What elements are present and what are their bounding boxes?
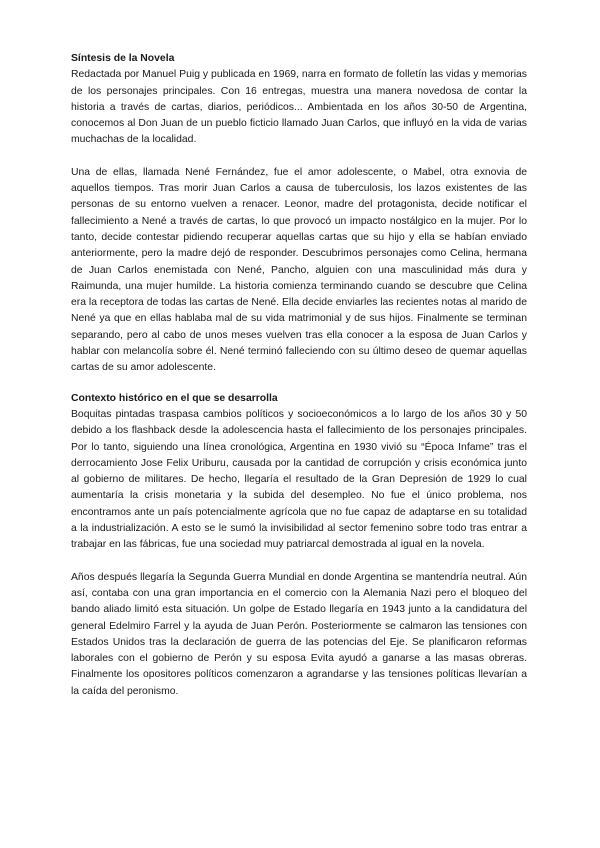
- context-paragraph-1: Boquitas pintadas traspasa cambios políticos y socioeconómicos a lo largo de los años 30 y 50 debido a los flashback desde la adolescencia hasta el fallecimiento de los personajes principales. Por lo tanto, siguiendo una línea cronológica, Argentina en 1930 vivió su “Época Infame” tras el derrocamiento Jose Felix Uriburu, causada por la cantidad de corrupción y crisis económica junto al gobierno de militares. De hecho, llegaría el resultado de la Gran Depresión de 1929 lo cual aumentaría la crisis monetaria y la subida del desempleo. No fue el único problema, nos encontramos ante un país potencialmente agrícola que no fue capaz de adaptarse en su totalidad a la industrialización. A esto se le sumó la invisibilidad al sector femenino sobre todo tras entrar a trabajar en las fábricas, fue una sociedad muy patriarcal demostrada al igual en la novela.: [71, 408, 527, 551]
- paragraph-spacer: [71, 149, 527, 165]
- section-heading-synopsis: Síntesis de la Novela: [71, 53, 175, 64]
- context-paragraph-2: Años después llegaría la Segunda Guerra Mundial en donde Argentina se mantendría neutral. Aún así, contaba con una gran importancia en el comercio con la Alemania Nazi pero el bloqueo del bando aliado limitó esta situación. Un golpe de Estado llegaría en 1943 junto a la candidatura del general Edelmiro Farrel y la ayuda de Juan Perón. Posteriormente se calmaron las tensiones con Estados Unidos tras la declaración de guerra de las potencias del Eje. Se planificaron reformas laborales con el gobierno de Perón y su esposa Evita ayudó a ganarse a las masas obreras. Finalmente los opositores políticos comenzaron a agrandarse y las tensiones políticas llevarían a la caída del peronismo.: [71, 571, 527, 697]
- synopsis-paragraph-2: Una de ellas, llamada Nené Fernández, fue el amor adolescente, o Mabel, otra exnovia de aquellos tiempos. Tras morir Juan Carlos a causa de tuberculosis, los lazos existentes de las personas de su entorno vuelven a renacer. Leonor, madre del protagonista, decide notificar el fallecimiento a Nené a través de cartas, lo que provocó un impacto nostálgico en la mujer. Por lo tanto, decide contestar pidiendo recuperar aquellas cartas que su hijo y ella se habían enviado anteriormente, pero la madre dejó de responder. Descubrimos personajes como Celina, hermana de Juan Carlos enemistada con Nené, Pancho, alguien con una masculinidad más dura y Raimunda, una mujer humilde. La historia comienza terminando cuando se descubre que Celina era la receptora de todas las cartas de Nené. Ella decide enviarles las recientes notas al marido de Nené ya que en ellas hablaba mal de su vida matrimonial y de sus hijos. Finalmente se terminan separando, pero al cabo de unos meses vuelven tras ella conocer a la esposa de Juan Carlos y hablar con melancolía sobre él. Nené terminó falleciendo con su último deseo de quemar aquellas cartas de su amor adolescente.: [71, 166, 527, 374]
- synopsis-paragraph-1: Redactada por Manuel Puig y publicada en 1969, narra en formato de folletín las vidas y memorias de los personajes principales. Con 16 entregas, muestra una manera novedosa de contar la historia a través de cartas, diarios, periódicos... Ambientada en los años 30-50 de Argentina, conocemos al Don Juan de un pueblo ficticio llamado Juan Carlos, que influyó en la vida de varias muchachas de la localidad.: [71, 69, 527, 146]
- paragraph-spacer: [71, 554, 527, 570]
- section-spacer: [71, 377, 527, 391]
- section-heading-context: Contexto histórico en el que se desarrolla: [71, 392, 278, 404]
- document-page: [71, 51, 527, 700]
